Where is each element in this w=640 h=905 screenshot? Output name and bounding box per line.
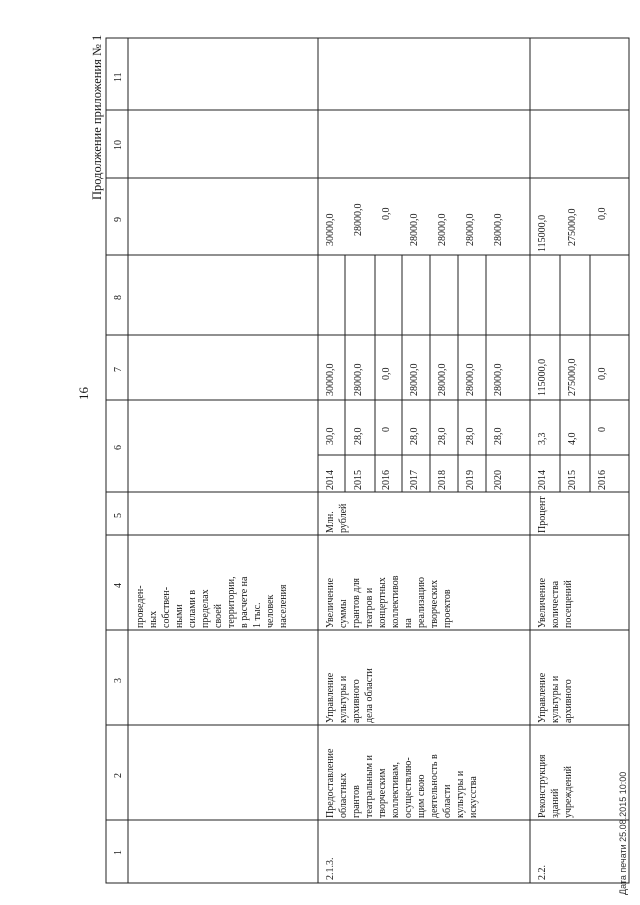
row213-col7-5: 28000,0 [465,363,476,396]
header-col-3: 3 [113,678,124,683]
row213-executor: Управление культуры и архивного дела области [325,668,375,723]
row22-col6-2: 0 [597,427,608,432]
row22-col7-0: 115000,0 [537,358,548,396]
row213-col9-2: 0,0 [381,207,392,220]
header-col-11: 11 [113,72,124,82]
row213-col6-5: 28,0 [465,427,476,445]
row213-col6-1: 28,0 [353,427,364,445]
header-col-4: 4 [113,583,124,588]
header-col-10: 10 [113,140,124,150]
row213-col7-2: 0,0 [381,367,392,380]
row213-year-2019: 2019 [465,470,476,490]
row22-number: 2.2. [537,865,548,880]
row213-name: Предоставление областных грантов театральным и творческим коллективам, осуществляю- щим свою деятельность в области культуры и искусства [325,748,479,818]
row22-year-2015: 2015 [567,470,578,490]
continuation-title: Продолжение приложения № 1 [90,34,104,200]
row213-year-2020: 2020 [493,470,504,490]
row22-col6-0: 3,3 [537,432,548,445]
row22-year-2014: 2014 [537,470,548,490]
row213-col6-2: 0 [381,427,392,432]
row22-indicator: Увеличение количества посещений [537,577,574,628]
row213-col7-6: 28000,0 [493,363,504,396]
row22-unit: Процент [537,496,548,533]
row213-unit: Млн. рублей [325,503,349,533]
header-col-9: 9 [113,217,124,222]
row22-col9-0: 115000,0 [537,214,548,252]
row22-year-2016: 2016 [597,470,608,490]
header-col-6: 6 [113,445,124,450]
page-number: 16 [76,387,91,400]
row213-col7-3: 28000,0 [409,363,420,396]
row22-col6-1: 4,0 [567,432,578,445]
row213-year-2014: 2014 [325,470,336,490]
header-col-1: 1 [113,850,124,855]
header-col-5: 5 [113,513,124,518]
row22-name: Реконструкция зданий учреждений [537,754,574,818]
row213-col6-3: 28,0 [409,427,420,445]
print-date: Дата печати 25.08.2015 10:00 [618,771,628,895]
row213-col7-4: 28000,0 [437,363,448,396]
row213-number: 2.1.3. [325,857,336,880]
row213-col7-1: 28000,0 [353,363,364,396]
row22-col7-2: 0,0 [597,367,608,380]
row213-col6-6: 28,0 [493,427,504,445]
row213-year-2017: 2017 [409,470,420,490]
row22-executor: Управление культуры и архивного [537,672,574,723]
row213-col6-0: 30,0 [325,427,336,445]
row22-col9-1: 275000,0 [567,208,578,246]
row213-col9-6: 28000,0 [493,213,504,246]
header-col-7: 7 [113,367,124,372]
row213-col9-1: 28000,0 [353,203,364,236]
row22-col9-2: 0,0 [597,207,608,220]
row213-col9-3: 28000,0 [409,213,420,246]
row22-col7-1: 275000,0 [567,358,578,396]
header-col-2: 2 [113,773,124,778]
row213-col9-5: 28000,0 [465,213,476,246]
row213-year-2015: 2015 [353,470,364,490]
row213-col6-4: 28,0 [437,427,448,445]
header-col-8: 8 [113,295,124,300]
row213-col9-0: 30000,0 [325,213,336,246]
row213-year-2018: 2018 [437,470,448,490]
row0-indicator: проведен- ных собствен- ными силами в пределах своей территории, в расчете на 1 тыс. человек населения [135,576,289,628]
row213-col7-0: 30000,0 [325,363,336,396]
row213-year-2016: 2016 [381,470,392,490]
row213-col9-4: 28000,0 [437,213,448,246]
row213-indicator: Увеличение суммы грантов для театров и концертных коллективов на реализацию творческих проектов [325,575,453,628]
